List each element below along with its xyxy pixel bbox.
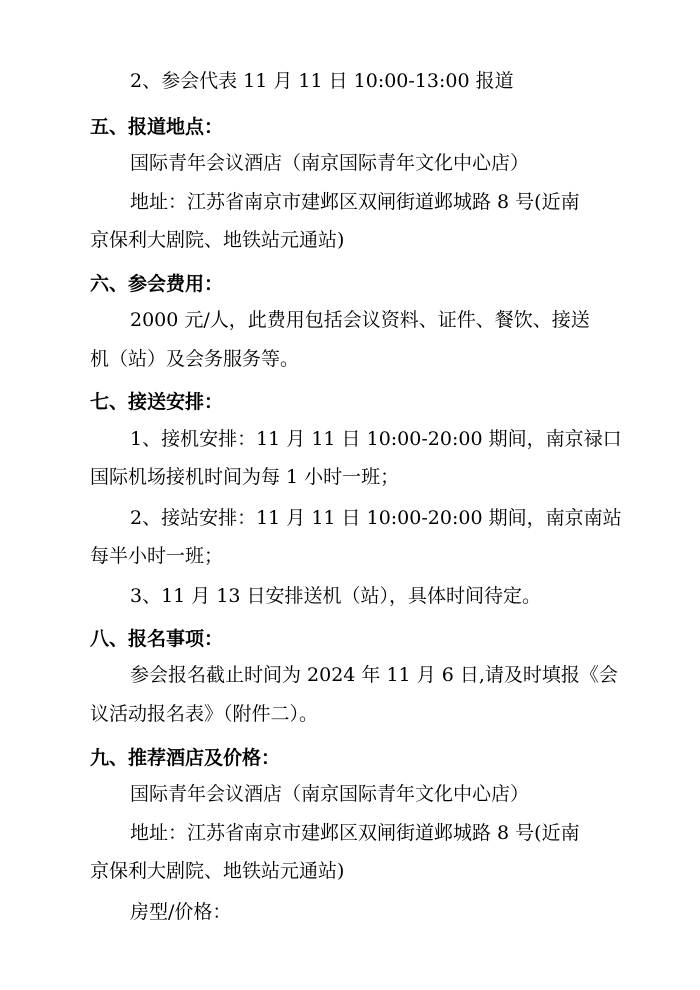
address-line: 地址：江苏省南京市建邺区双闸街道邺城路 8 号(近南 — [130, 191, 580, 213]
airport-pickup-line: 1、接机安排：11 月 11 日 10:00-20:00 期间，南京禄口 — [130, 428, 622, 450]
recommended-hotel-line: 国际青年会议酒店（南京国际青年文化中心店） — [130, 783, 530, 805]
address-continuation-line: 京保利大剧院、地铁站元通站) — [90, 229, 345, 251]
section-heading-registration: 八、报名事项： — [90, 628, 224, 650]
section-heading-transfer: 七、接送安排： — [90, 391, 224, 413]
recommended-hotel-address-continuation-line: 京保利大剧院、地铁站元通站) — [90, 860, 345, 882]
station-pickup-continuation-line: 每半小时一班； — [90, 545, 224, 567]
section-heading-hotel: 九、推荐酒店及价格： — [90, 747, 281, 769]
fee-continuation-line: 机（站）及会务服务等。 — [90, 348, 300, 370]
registration-time-line: 2、参会代表 11 月 11 日 10:00-13:00 报道 — [130, 70, 514, 92]
section-heading-location: 五、报道地点： — [90, 116, 224, 138]
hotel-name-line: 国际青年会议酒店（南京国际青年文化中心店） — [130, 152, 530, 174]
recommended-hotel-address-line: 地址：江苏省南京市建邺区双闸街道邺城路 8 号(近南 — [130, 822, 580, 844]
dropoff-line: 3、11 月 13 日安排送机（站），具体时间待定。 — [130, 585, 542, 607]
section-heading-fees: 六、参会费用： — [90, 273, 224, 295]
fee-line: 2000 元/人，此费用包括会议资料、证件、餐饮、接送 — [130, 309, 590, 331]
station-pickup-line: 2、接站安排：11 月 11 日 10:00-20:00 期间，南京南站 — [130, 507, 622, 529]
room-type-price-line: 房型/价格： — [130, 901, 232, 923]
registration-deadline-line: 参会报名截止时间为 2024 年 11 月 6 日,请及时填报《会 — [130, 664, 618, 686]
airport-pickup-continuation-line: 国际机场接机时间为每 1 小时一班； — [90, 466, 400, 488]
registration-deadline-continuation-line: 议活动报名表》（附件二）。 — [90, 703, 319, 725]
